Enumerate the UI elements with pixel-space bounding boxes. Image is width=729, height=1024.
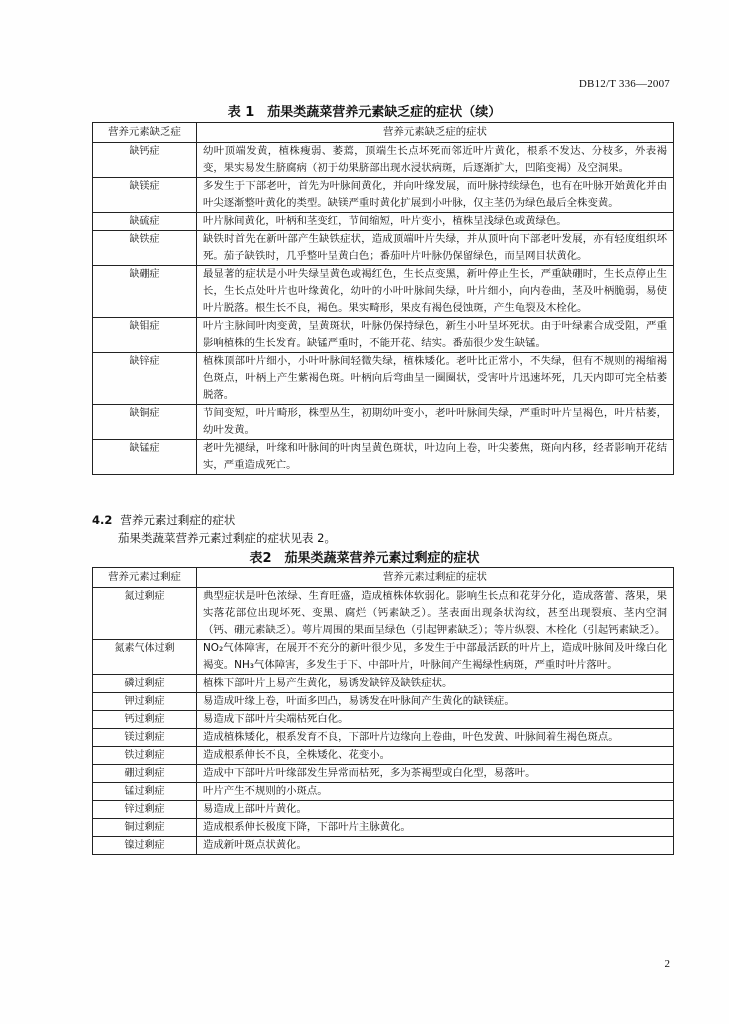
section-title: 营养元素过剩症的症状 — [120, 513, 236, 527]
table1-header-name: 营养元素缺乏症 — [93, 123, 197, 143]
row-element-name: 氮素气体过剩 — [93, 640, 197, 675]
row-element-name: 氮过剩症 — [93, 588, 197, 640]
table-row — [93, 588, 674, 640]
table1-caption: 表 1 茄果类蔬菜营养元素缺乏症的症状（续） — [227, 105, 502, 120]
row-symptom-description: 造成根系伸长极度下降，下部叶片主脉黄化。 — [197, 819, 674, 837]
row-element-name: 钙过剩症 — [93, 711, 197, 729]
table-row — [93, 837, 674, 855]
table2-header-desc: 营养元素过剩症的症状 — [197, 568, 674, 588]
row-element-name: 镁过剩症 — [93, 729, 197, 747]
section-number: 4.2 — [92, 513, 113, 527]
document-number: DB12/T 336—2007 — [578, 78, 670, 90]
table-row — [93, 178, 674, 213]
row-symptom-description: 植株顶部叶片细小，小叶叶脉间轻微失绿，植株矮化。老叶比正常小，不失绿，但有不规则的褐缩褐色斑点，叶柄上产生紫褐色斑。叶柄向后弯曲呈一圈圈状，受害叶片迅速坏死，几天内即可完全枯萎脱落。 — [197, 353, 674, 405]
table-row — [93, 711, 674, 729]
table-row — [93, 231, 674, 266]
row-element-name: 缺铜症 — [93, 405, 197, 440]
table-row — [93, 353, 674, 405]
row-symptom-description: 缺铁时首先在新叶部产生缺铁症状，造成顶端叶片失绿，并从顶叶向下部老叶发展，亦有轻度组织坏死。茄子缺铁时，几乎整叶呈黄白色；番茄叶片叶脉仍保留绿色，而呈网目状黄化。 — [197, 231, 674, 266]
table-row — [93, 747, 674, 765]
row-element-name: 缺锌症 — [93, 353, 197, 405]
section-paragraph: 茄果类蔬菜营养元素过剩症的症状见表 2。 — [118, 531, 336, 545]
row-symptom-description: 最显著的症状是小叶失绿呈黄色或褐红色，生长点变黑，新叶停止生长，严重缺硼时，生长点停止生长，生长点处叶片也叶缘黄化，幼叶的小叶叶脉间失绿，叶片细小，向内卷曲，茎及叶柄脆弱，易使叶片脱落。根生长不良，褐色。果实畸形，果皮有褐色侵蚀斑，产生龟裂及木栓化。 — [197, 266, 674, 318]
row-element-name: 缺铁症 — [93, 231, 197, 266]
row-symptom-description: 叶片产生不规则的小斑点。 — [197, 783, 674, 801]
row-element-name: 缺硫症 — [93, 213, 197, 231]
row-symptom-description: 易造成下部叶片尖端枯死白化。 — [197, 711, 674, 729]
row-element-name: 缺锰症 — [93, 440, 197, 475]
table1 — [92, 122, 674, 475]
table-row — [93, 405, 674, 440]
table1-header-row — [93, 123, 674, 143]
table-row — [93, 318, 674, 353]
table-row — [93, 801, 674, 819]
table2-body — [93, 588, 674, 855]
row-element-name: 缺硼症 — [93, 266, 197, 318]
table-row — [93, 783, 674, 801]
row-symptom-description: 幼叶顶端发黄，植株瘦弱、萎蔫，顶端生长点坏死而邻近叶片黄化，根系不发达、分枝多，外表褐变，果实易发生脐腐病（初于幼果脐部出现水浸状病斑，后逐渐扩大，凹陷变褐）及空洞果。 — [197, 143, 674, 178]
row-symptom-description: NO₂气体障害，在展开不充分的新叶很少见，多发生于中部最活跃的叶片上，造成叶脉间及叶缘白化褐变。NH₃气体障害，多发生于下、中部叶片，叶脉间产生褐绿性病斑，严重时叶片落叶。 — [197, 640, 674, 675]
table-row — [93, 675, 674, 693]
row-symptom-description: 老叶先褪绿，叶缘和叶脉间的叶肉呈黄色斑状，叶边向上卷，叶尖萎焦，斑向内移，经者影响开花结实，严重造成死亡。 — [197, 440, 674, 475]
row-symptom-description: 造成植株矮化，根系发育不良，下部叶片边缘向上卷曲，叶色发黄、叶脉间着生褐色斑点。 — [197, 729, 674, 747]
table-row — [93, 693, 674, 711]
row-element-name: 铁过剩症 — [93, 747, 197, 765]
row-element-name: 锰过剩症 — [93, 783, 197, 801]
row-symptom-description: 叶片脉间黄化，叶柄和茎变红，节间缩短，叶片变小，植株呈浅绿色或黄绿色。 — [197, 213, 674, 231]
row-element-name: 缺钼症 — [93, 318, 197, 353]
table1-body — [93, 143, 674, 475]
row-element-name: 硼过剩症 — [93, 765, 197, 783]
table2-header-name: 营养元素过剩症 — [93, 568, 197, 588]
row-symptom-description: 造成根系伸长不良，全株矮化、花变小。 — [197, 747, 674, 765]
table-row — [93, 213, 674, 231]
table2-header-row — [93, 568, 674, 588]
row-element-name: 锌过剩症 — [93, 801, 197, 819]
table-row — [93, 765, 674, 783]
row-symptom-description: 植株下部叶片上易产生黄化，易诱发缺锌及缺铁症状。 — [197, 675, 674, 693]
row-element-name: 钾过剩症 — [93, 693, 197, 711]
row-symptom-description: 节间变短，叶片畸形，株型丛生，初期幼叶变小，老叶叶脉间失绿，严重时叶片呈褐色，叶片枯萎，幼叶发黄。 — [197, 405, 674, 440]
section-heading — [92, 512, 235, 528]
table-row — [93, 640, 674, 675]
table-row — [93, 729, 674, 747]
row-symptom-description: 典型症状是叶色浓绿、生育旺盛，造成植株体软弱化。影响生长点和花芽分化，造成落蕾、落果，果实落花部位出现坏死、变黑、腐烂（钙素缺乏）。茎表面出现条状沟纹，甚至出现裂痕、茎内空洞（钙、硼元素缺乏）。萼片周围的果面呈绿色（引起钾素缺乏）；等片纵裂、木栓化（引起钙素缺乏）。 — [197, 588, 674, 640]
table-row — [93, 440, 674, 475]
row-element-name: 磷过剩症 — [93, 675, 197, 693]
row-symptom-description: 易造成叶缘上卷，叶面多凹凸，易诱发在叶脉间产生黄化的缺镁症。 — [197, 693, 674, 711]
row-element-name: 缺钙症 — [93, 143, 197, 178]
row-element-name: 缺镁症 — [93, 178, 197, 213]
table-row — [93, 266, 674, 318]
row-symptom-description: 多发生于下部老叶，首先为叶脉间黄化，并向叶缘发展，而叶脉持续绿色，也有在叶脉开始黄化并由叶尖逐渐整叶黄化的类型。缺镁严重时黄化扩展到小叶脉，仅主茎仍为绿色最后全株变黄。 — [197, 178, 674, 213]
row-element-name: 镍过剩症 — [93, 837, 197, 855]
row-element-name: 铜过剩症 — [93, 819, 197, 837]
table2-caption: 表2 茄果类蔬菜营养元素过剩症的症状 — [249, 551, 480, 566]
row-symptom-description: 造成新叶斑点状黄化。 — [197, 837, 674, 855]
table1-header-desc: 营养元素缺乏症的症状 — [197, 123, 674, 143]
row-symptom-description: 造成中下部叶片叶缘部发生异常而枯死，多为茶褐型或白化型，易落叶。 — [197, 765, 674, 783]
table-row — [93, 143, 674, 178]
row-symptom-description: 叶片主脉间叶肉变黄，呈黄斑状，叶脉仍保持绿色，新生小叶呈坏死状。由于叶绿素合成受阻，严重影响植株的生长发育。缺锰严重时，不能开花、结实。番茄很少发生缺锰。 — [197, 318, 674, 353]
table2 — [92, 567, 674, 855]
table-row — [93, 819, 674, 837]
row-symptom-description: 易造成上部叶片黄化。 — [197, 801, 674, 819]
page-number: 2 — [664, 958, 670, 970]
